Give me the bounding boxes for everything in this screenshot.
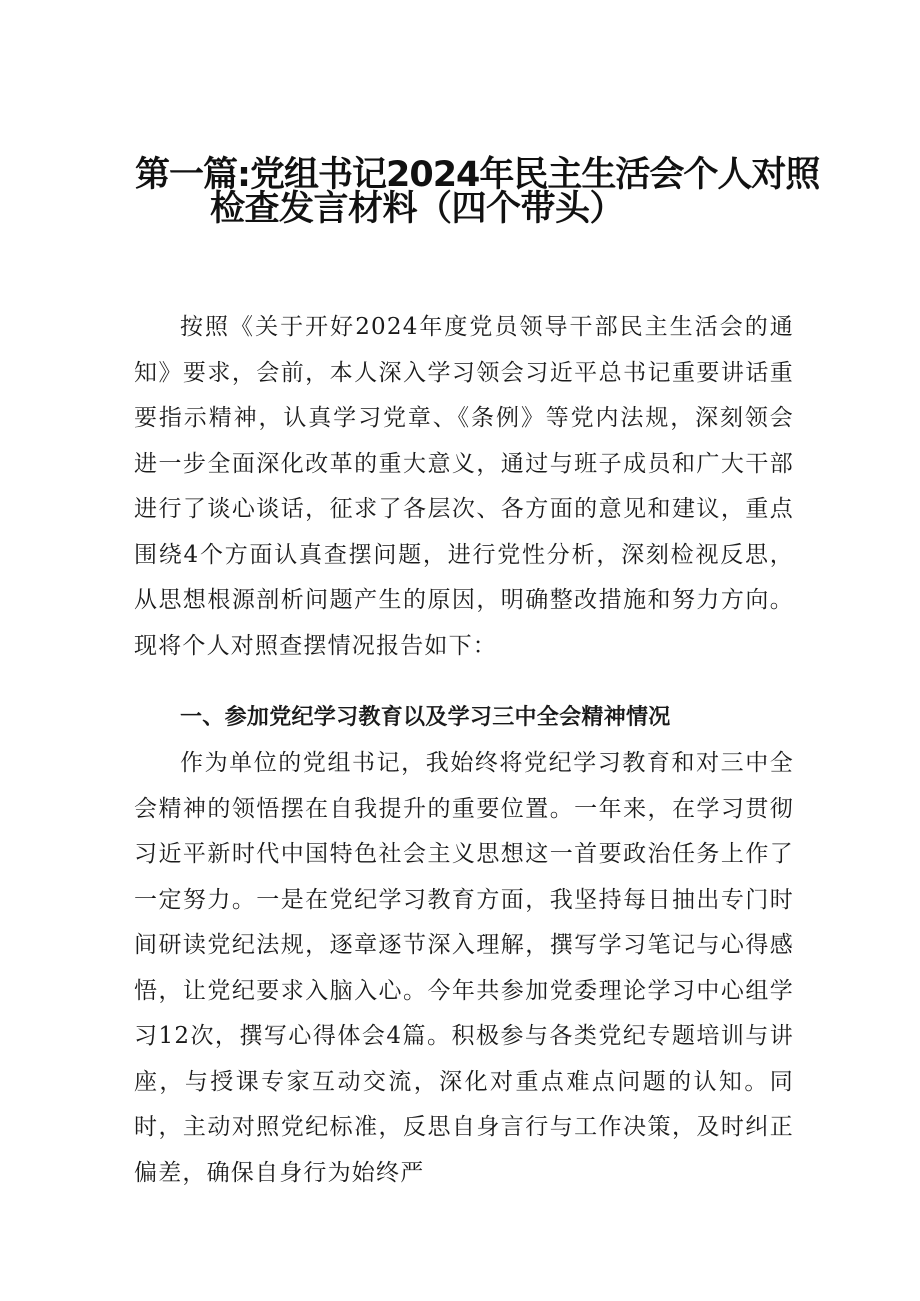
intro-paragraph: 按照《关于开好2024年度党员领导干部民主生活会的通知》要求，会前，本人深入学习领会习近平总书记重要讲话重要指示精神，认真学习党章、《条例》等党内法规，深刻领会进一步全面深化改革的重大意义，通过与班子成员和广大干部进行了谈心谈话，征求了各层次、各方面的意见和建议，重点围绕4个方面认真查摆问题，进行党性分析，深刻检视反思，从思想根源剖析问题产生的原因，明确整改措施和努力方向。现将个人对照查摆情况报告如下： [134, 314, 794, 659]
document-title-line-1: 第一篇:党组书记2024年民主生活会个人对照 [135, 155, 820, 195]
section-1-heading: 一、参加党纪学习教育以及学习三中全会精神情况 [180, 705, 671, 730]
section-1-heading-block [134, 695, 794, 741]
intro-paragraph-block [134, 305, 794, 669]
document-title-line-2: 检查发言材料（四个带头） [210, 189, 625, 229]
section-1-paragraph: 作为单位的党组书记，我始终将党纪学习教育和对三中全会精神的领悟摆在自我提升的重要位置。一年来，在学习贯彻习近平新时代中国特色社会主义思想这一首要政治任务上作了一定努力。一是在党纪学习教育方面，我坚持每日抽出专门时间研读党纪法规，逐章逐节深入理解，撰写学习笔记与心得感悟，让党纪要求入脑入心。今年共参加党委理论学习中心组学习12次，撰写心得体会4篇。积极参与各类党纪专题培训与讲座，与授课专家互动交流，深化对重点难点问题的认知。同时，主动对照党纪标准，反思自身言行与工作决策，及时纠正偏差，确保自身行为始终严 [134, 750, 794, 1186]
section-1-paragraph-block [134, 741, 794, 1196]
